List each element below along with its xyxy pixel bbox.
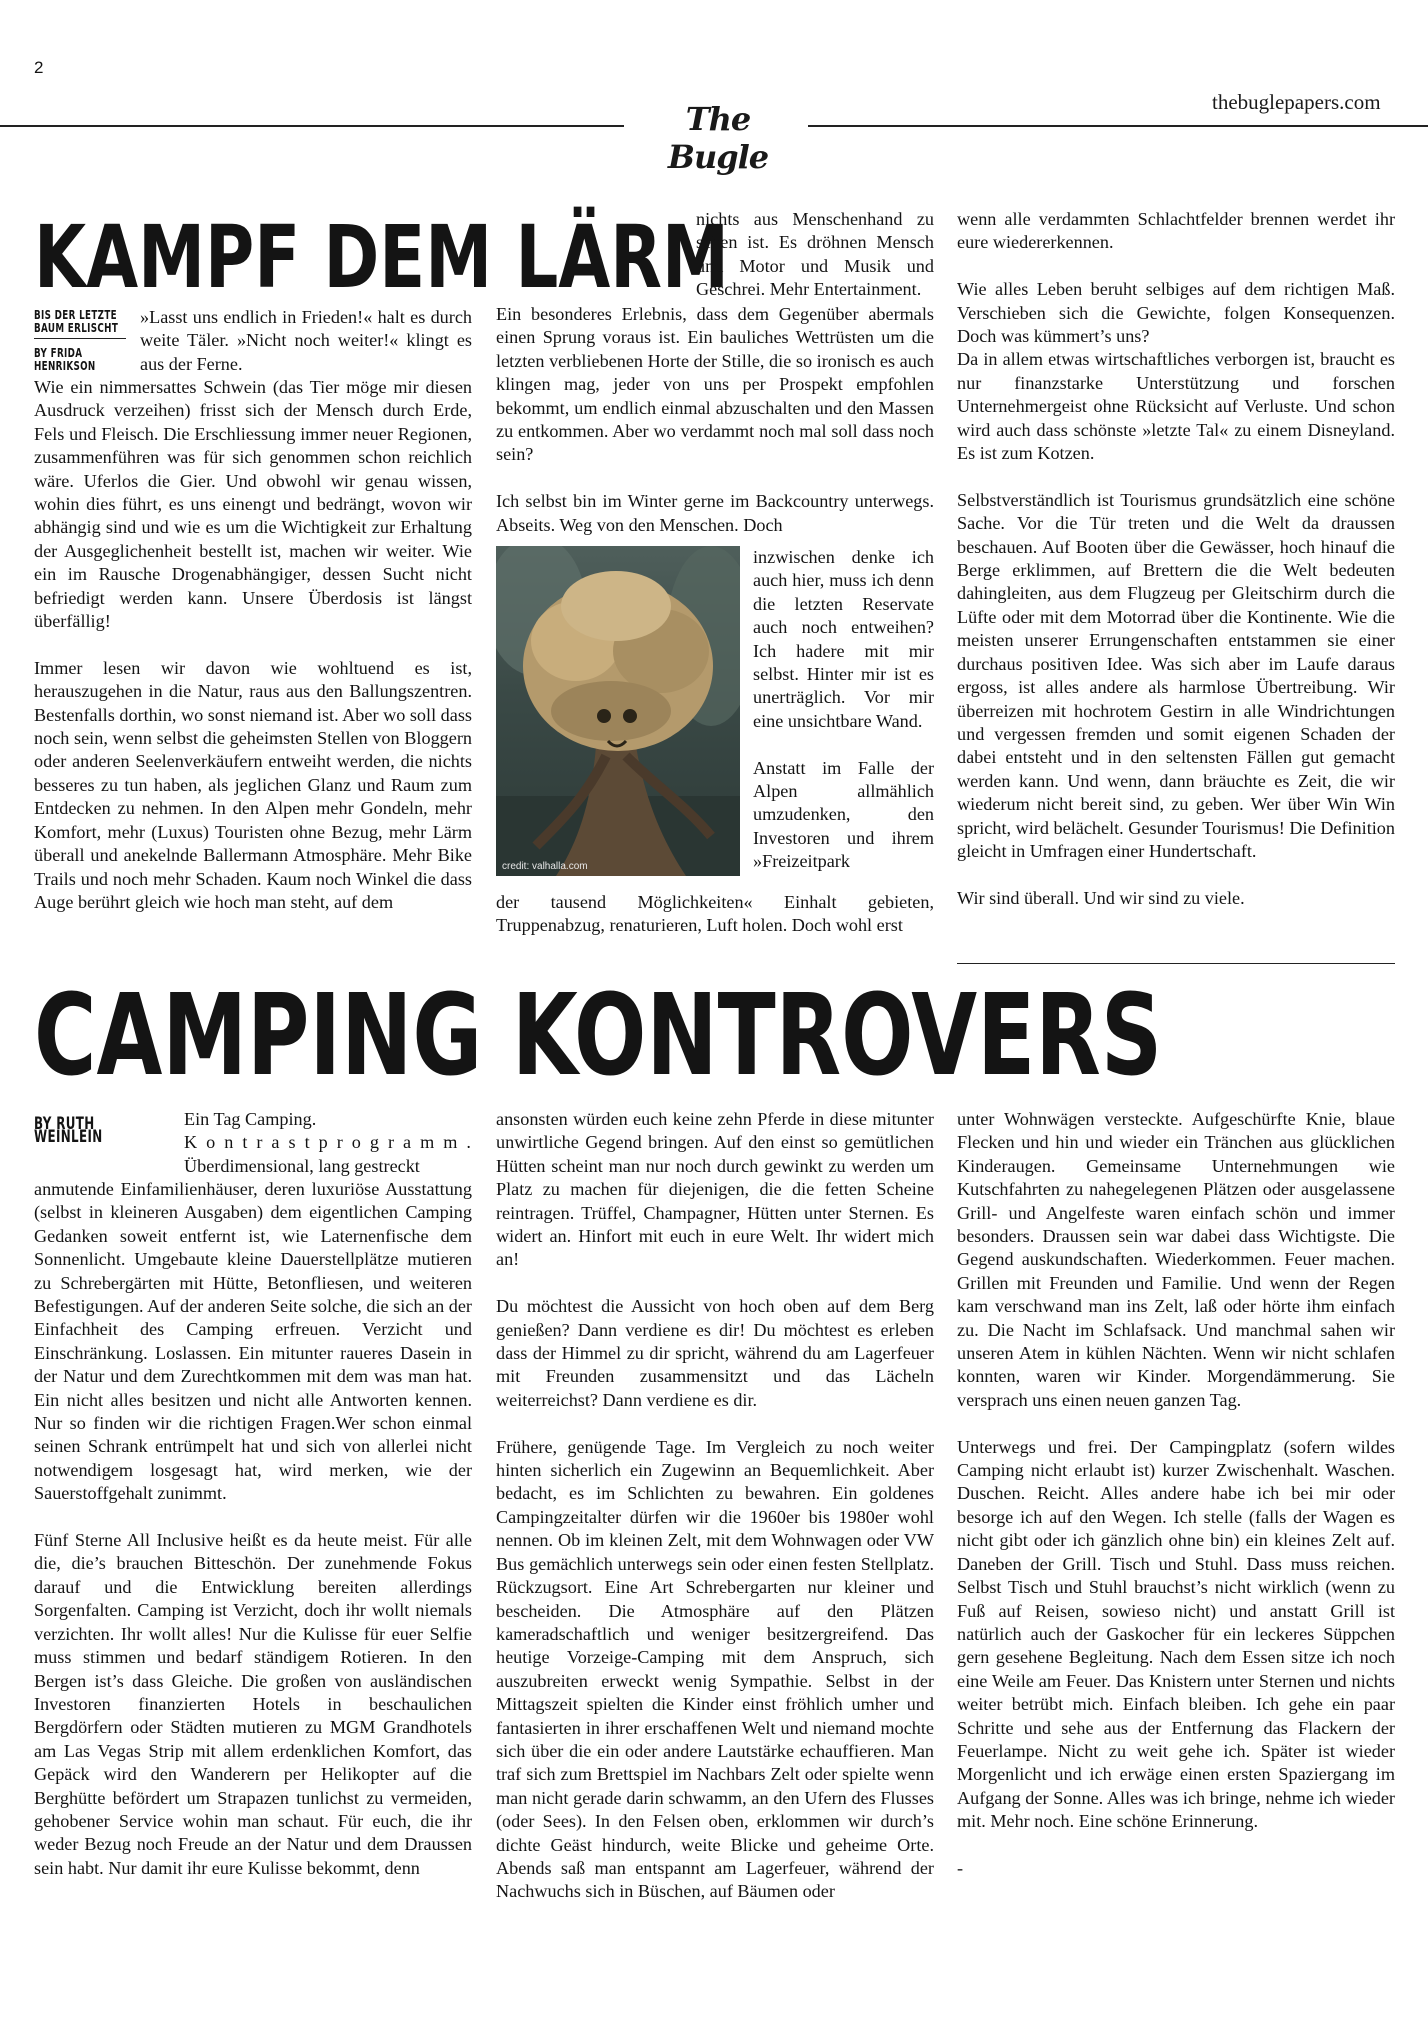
article1-col1-p1: Wie ein nimmersattes Schwein (das Tier möge mir diesen Ausdruck verzeihen) frisst sich der Mensch durch Erde, Fels und Fleisch. Die Erschliessung immer neuer Regionen, zusammenführen was für sich genommen schon reichlich wäre. Uferlos die Gier. Und obwohl wir genau wissen, wohin dies führt, es uns einengt und bedrängt, wovon wir abhängig sind und wie es um die Wichtigkeit zur Erhaltung der Ausgeglichenheit bestellt ist, machen wir weiter. Wie ein im Rausche Drogenabhängiger, dessen Sucht nicht befriedigt werden kann. Unsere Überdosis ist längst überfällig! <box>34 377 472 632</box>
photo-credit: credit: valhalla.com <box>502 861 588 872</box>
article2-col2 <box>496 1108 934 1904</box>
article1-col2 <box>496 303 934 537</box>
article1-col2-beside-photo <box>753 546 934 874</box>
article2-headline: CAMPING KONTROVERS <box>34 970 1163 1102</box>
article1-col1-intro: »Lasst uns endlich in Frieden!« halt es durch weite Täler. »Nicht noch weiter!« klingt es aus der Ferne. <box>140 307 472 374</box>
article1-col3 <box>957 208 1395 910</box>
masthead-rule-left <box>0 125 624 127</box>
article1-headline: KAMPF DEM LÄRM <box>34 206 729 308</box>
article2-col3-p1: unter Wohnwägen versteckte. Aufgeschürfte Knie, blaue Flecken und hin und wieder ein Tränchen aus glücklichen Kinderaugen. Gemeinsame Unternehmungen wie Kutschfahrten zu nahegelegenen Plätzen oder ausgelassene Grill- und Angelfeste waren einfach schön und immer besonders. Draussen sein war dabei dass Wichtigste. Die Gegend auskundschaften. Wiederkommen. Feuer machen. Grillen mit Freunden und Familie. Und wenn der Regen kam verschwand man ins Zelt, laß oder hörte ihm einfach zu. Die Nacht im Schlafsack. Und manchmal sahen wir unseren Atem in kühlen Nächten. Wenn wir nicht schlafen konnten, waren wir Kinder. Morgendämmerung. Sie versprach uns einen neuen ganzen Tag. <box>957 1109 1395 1410</box>
masthead-rule-right <box>808 125 1428 127</box>
section-divider <box>957 963 1395 964</box>
article2-end-mark: - <box>957 1857 964 1878</box>
article1-col1-p2: Immer lesen wir davon wie wohltuend es ist, herauszugehen in die Natur, raus aus den Ballungszentren. Bestenfalls dorthin, wo sonst niemand ist. Aber wo soll dass noch sein, wenn selbst die geheimsten Stellen von Bloggern oder anderen Seelenverkäufern entweiht werden, die nichts besseres zu tun haben, als jeglichen Glanz und Raum zum Entdecken zu nehmen. In den Alpen mehr Gondeln, mehr Komfort, mehr (Luxus) Touristen ohne Bezug, mehr Lärm überall und anekelnde Ballermann Atmosphäre. Mehr Bike Trails und noch mehr Schaden. Kaum noch Winkel die dass Auge berührt gleich wie hoch man steht, auf dem <box>34 657 472 912</box>
article1-col3-p1: wenn alle verdammten Schlachtfelder brennen werdet ihr eure wiedererkennen. <box>957 209 1395 253</box>
article2-byline: BY RUTH WEINLEIN <box>34 1114 103 1147</box>
article1-col2-top: nichts aus Menschenhand zu sehen ist. Es dröhnen Mensch und Motor und Musik und Geschrei. Mehr Entertainment. <box>696 209 934 300</box>
article2-col3-p2: Unterwegs und frei. Der Campingplatz (sofern wildes Camping nicht erlaubt ist) kurzer Zwischenhalt. Waschen. Duschen. Reicht. Alles andere habe ich bei mir oder besorge ich auf den Wegen. Ich stelle (falls der Wagen es nicht gibt oder ich gänzlich ohne bin) ein kleines Zelt auf. Daneben der Grill. Tisch und Stuhl. Dass muss reichen. Selbst Tisch und Stuhl brauchst’s nicht wirklich (wenn zu Fuß auf Reisen, sowieso nicht) und anstatt Grill ist natürlich auch der Gaskocher für ein leckeres Süppchen gern gesehene Begleitung. Nach dem Essen sitze ich noch eine Weile am Feuer. Das Knistern unter Sternen und nichts weiter betrübt mich. Einfach bleiben. Ich gehe ein paar Schritte und sehe aus der Entfernung das Flackern der Feuerlampe. Nicht zu weit gehe ich. Später ist wieder Morgenlicht und ich erwäge einen ersten Spaziergang im Aufgang der Sonne. Alles was ich bringe, nehme ich wieder mit. Mehr noch. Eine schöne Erinnerung. <box>957 1436 1395 1832</box>
forest-tree-photo <box>496 546 740 876</box>
article2-col1-p2: Fünf Sterne All Inclusive heißt es da heute meist. Für alle die, die’s brauchen Bitteschön. Der zunehmende Fokus darauf und die Entwicklung bereiten allerdings Sorgenfalten. Camping ist Verzicht, doch ihr wollt niemals verzichten. Ihr wollt alles! Nur die Kulisse für euer Selfie muss stimmen und bedarf ständigem Rotieren. In den Bergen ist’s dass Gleiche. Die großen von ausländischen Investoren finanzierten Hotels in beschaulichen Bergdörfern oder Städten mutieren zu MGM Grandhotels am Las Vegas Strip mit allem erdenklichen Komfort, das Gepäck wird den Wanderern per Helikopter auf die Berghütte befördert um Strapazen tunlichst zu vermeiden, gehobener Service wohin man schaut. Für euch, die ihr weder Bezug noch Freude an der Natur und dem Draussen sein habt. Nur damit ihr eure Kulisse bekommt, denn <box>34 1530 472 1878</box>
site-url[interactable]: thebuglepapers.com <box>1212 90 1381 114</box>
article1-col2-p3a: Anstatt im Falle der Alpen allmählich umzudenken, den Investoren und ihrem »Freizeitpark <box>753 757 934 872</box>
article1-col3-p3: Da in allem etwas wirtschaftliches verborgen ist, braucht es nur finanzstarke Unterstützung und forschen Unternehmergeist ohne Rücksicht auf Verluste. Und schon wird auch dass schönste »letzte Tal« zu einem Disneyland. Es ist zum Kotzen. <box>957 349 1395 464</box>
article1-col2-p2b: inzwischen denke ich auch hier, muss ich denn die letzten Reservate auch noch entweihen? Ich hadere mit mir selbst. Hinter mir ist es unerträglich. Vor mir eine unsichtbare Wand. <box>753 547 934 731</box>
article2-col3 <box>957 1108 1395 1880</box>
article1-col2-p2a: Ich selbst bin im Winter gerne im Backcountry unterwegs. Abseits. Weg von den Menschen. Doch <box>496 491 934 535</box>
article1-col2-bottom <box>496 891 934 938</box>
page-number: 2 <box>34 58 44 77</box>
masthead-logo: The Bugle <box>667 100 769 176</box>
article1-col3-p4: Selbstverständlich ist Tourismus grundsätzlich eine schöne Sache. Vor die Tür treten und die Welt da draussen beschauen. Auf Booten über die Gewässer, hoch hinauf die Berge erklimmen, auf Brettern die die Welt bedeuten dahingleiten, aus dem Flugzeug per Gleitschirm durch die Lüfte oder mit dem Motorrad über die Kontinente. Wie die meisten unserer Errungenschaften entstammen sie einer durchaus positiven Idee. Was sich aber im Laufe daraus ergoss, ist alles andere als harmlose Übertreibung. Wir überreizen mit hochrotem Gestirn in alle Windrichtungen und vergessen fremden und somit eigenen Schaden der dabei entsteht und in den seltensten Fällen gut gemacht werden kann. Und wenn, dann bräuchte es Zeit, die wir wiederum nicht bereit sind, zu geben. Wer über Win Win spricht, wird belächelt. Gesunder Tourismus! Die Definition gleicht in Umfragen einer Hundertschaft. <box>957 489 1395 861</box>
article1-col3-p2: Wie alles Leben beruht selbiges auf dem richtigen Maß. Verschieben sich die Gewichte, folgen Konsequenzen. Doch was kümmert’s uns? <box>957 279 1395 347</box>
article2-col2-p1: ansonsten würden euch keine zehn Pferde in diese mitunter unwirtliche Gegend bringen. Auf den einst so gemütlichen Hütten scheint man nur noch durch gewinkt zu werden um Platz zu machen für diejenigen, die die fetten Scheine reintragen. Trüffel, Champagner, Hütten unter Sternen. Es widert an. Hinfort mit euch in eure Welt. Ihr widert mich an! <box>496 1109 934 1270</box>
tree-illustration <box>496 546 740 876</box>
article2-col2-p2: Du möchtest die Aussicht von hoch oben auf dem Berg genießen? Dann verdiene es dir! Du möchtest es erleben dass der Himmel zu dir spricht, während du am Lagerfeuer mit Freunden zusammensitzt und das Lächeln weiterreichst? Dann verdiene es dir. <box>496 1296 934 1410</box>
article1-subhead: BIS DER LETZTE BAUM ERLISCHT <box>34 307 119 335</box>
article2-col1 <box>34 1178 472 1880</box>
article1-col2-p1: Ein besonderes Erlebnis, dass dem Gegenüber abermals einen Sprung voraus ist. Ein bauliches Wettrüsten um die letzten verbliebenen Horte der Stille, die so ironisch es auch klingen mag, jeder von uns per Prospekt empfohlen bekommt, um endlich einmal abzuschalten und den Massen zu entkommen. Aber wo verdammt noch mal soll dass noch sein? <box>496 304 934 465</box>
article2-col2-p3: Frühere, genügende Tage. Im Vergleich zu noch weiter hinten sicherlich ein Zugewinn an Bequemlichkeit. Aber bedacht, es im Schlichten zu bewahren. Ein goldenes Campingzeitalter dürfen wir die 1960er bis 1980er wohl nennen. Ob im kleinen Zelt, mit dem Wohnwagen oder VW Bus gemächlich unterwegs sein oder einen festen Stellplatz. Rückzugsort. Eine Art Schrebergarten nur kleiner und bescheiden. Die Atmosphäre auf den Plätzen kameradschaftlich und weniger besitzergreifend. Das heutige Vorzeige-Camping mit dem Anspruch, sich auszubreiten erweckt wenig Sympathie. Selbst in der Mittagszeit spielten die Kinder einst fröhlich umher und fantasierten in ihrer erschaffenen Welt und niemand mochte sich über die ein oder andere Lautstärke echauffieren. Man traf sich zum Brettspiel im Nachbars Zelt oder spielte wenn man nicht gerade darin schwamm, an den Ufern des Flusses (oder Sees). In den Felsen oben, erklommen wir durch’s dichte Geäst hindurch, weite Blicke und geheime Orte. Abends saß man entspannt am Lagerfeuer, während der Nachwuchs sich in Büschen, auf Bäumen oder <box>496 1436 934 1902</box>
article1-byline-rule <box>34 338 126 339</box>
article2-col1-p1: anmutende Einfamilienhäuser, deren luxuriöse Ausstattung (selbst in kleineren Ausgaben) dem eigentlichen Camping Gedanken soweit entfernt ist, wie Laternenfische dem Sonnenlicht. Umgebaute kleine Dauerstellplätze mutieren zu Schrebergärten mit Hütte, Betonfliesen, und weiteren Befestigungen. Auf der anderen Seite solche, die sich an der Einfachheit des Camping erfreuen. Verzicht und Einschränkung. Loslassen. Ein mitunter raueres Dasein in der Natur und dem Zurechtkommen mit dem was man hat. Ein nicht alles besitzen und nicht alle Antworten kennen. Nur so finden wir die richtigen Fragen.Wer schon einmal seinen Schrank entrümpelt hat und sich von allerlei nicht notwendigem losgesagt hat, wird merken, wie der Sauerstoffgehalt zunimmt. <box>34 1179 472 1504</box>
article1-col1 <box>34 376 472 914</box>
article1-col3-p5: Wir sind überall. Und wir sind zu viele. <box>957 887 1245 908</box>
article2-col1-intro: Ein Tag Camping. Kontrastprogramm. Überdimensional, lang gestreckt <box>184 1109 480 1176</box>
article1-col2-p3b: der tausend Möglichkeiten« Einhalt gebieten, Truppenabzug, renaturieren, Luft holen. Doch wohl erst <box>496 892 934 936</box>
article1-byline: BY FRIDA HENRIKSON <box>34 345 96 373</box>
